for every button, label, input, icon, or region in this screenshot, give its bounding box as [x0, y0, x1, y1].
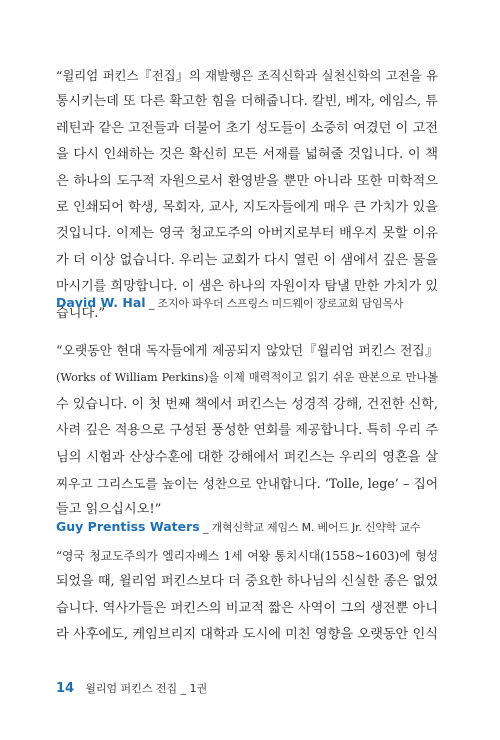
quote-line: (Works of William Perkins)을 이제 매력적이고 읽기 쉬운 판본으로 만나볼: [56, 371, 438, 385]
author-description: _ 조지아 파우더 스프링스 미드웨이 장로교회 담임목사: [145, 297, 404, 310]
endorsement-attribution-2: [56, 519, 456, 535]
quote-line: 습니다. 역사가들은 퍼킨스의 비교적 짧은 사역이 그의 생전뿐 아니: [56, 600, 438, 616]
quote-line: 습니다.”: [56, 305, 106, 321]
quote-line: 찌우고 그리스도를 높이는 성찬으로 안내합니다. ‘Tolle, lege’ – 집어: [56, 476, 438, 492]
quote-line: “윌리엄 퍼킨스『전집』의 재발행은 조직신학과 실천신학의 고전을 유: [56, 68, 438, 83]
quote-line: “영국 청교도주의가 엘리자베스 1세 여왕 통치시대(1558~1603)에 형성: [56, 549, 438, 563]
quote-line: 로 인쇄되어 학생, 목회자, 교사, 지도자들에게 매우 큰 가치가 있을: [56, 200, 438, 216]
endorsement-quote-1: [56, 63, 438, 327]
quote-line: 것입니다. 이제는 영국 청교도주의 아버지로부터 배우지 못할 이유: [56, 226, 438, 242]
quote-line: 레틴과 같은 고전들과 더불어 초기 성도들이 소중히 여겼던 이 고전: [56, 120, 438, 136]
quote-line: “오랫동안 현대 독자들에게 제공되지 않았던『윌리엄 퍼킨스 전집』: [56, 344, 438, 359]
running-title: 윌리엄 퍼킨스 전집 _ 1권: [85, 682, 208, 695]
quote-line: 마시기를 희망합니다. 이 샘은 하나의 자원이자 탐낼 만한 가치가 있: [56, 279, 438, 295]
quote-line: 통시키는데 또 다른 확고한 힘을 더해줍니다. 칼빈, 베자, 에임스, 튜: [56, 94, 438, 110]
quote-line: 사려 깊은 적용으로 구성된 풍성한 연회를 제공합니다. 특히 우리 주: [56, 423, 438, 439]
author-name: Guy Prentiss Waters: [56, 519, 200, 534]
quote-line: 되었을 때, 윌리엄 퍼킨스보다 더 중요한 하나님의 신실한 종은 없었: [56, 574, 438, 590]
page-number: 14: [56, 681, 75, 696]
author-description: _ 개혁신학교 제임스 M. 베어드 Jr. 신약학 교수: [199, 521, 421, 534]
endorsement-quote-2: [56, 339, 438, 524]
page-footer: [56, 677, 207, 696]
quote-line: 가 더 이상 없습니다. 우리는 교회가 다시 열린 이 샘에서 깊은 물을: [56, 252, 438, 268]
quote-line: 을 다시 인쇄하는 것은 확신히 모든 서재를 넓혀줄 것입니다. 이 책: [56, 147, 438, 163]
quote-line: 들고 읽으십시오!”: [56, 502, 162, 518]
endorsement-attribution-1: [56, 295, 456, 311]
quote-line: 님의 시험과 산상수훈에 대한 강해에서 퍼킨스는 우리의 영혼을 살: [56, 449, 438, 465]
quote-line: 라 사후에도, 케임브리지 대학과 도시에 미친 영향을 오랫동안 인식: [56, 627, 438, 643]
quote-line: 수 있습니다. 이 첫 번째 책에서 퍼킨스는 성경적 강해, 건전한 신학,: [56, 396, 438, 412]
author-name: David W. Hal: [56, 295, 146, 310]
quote-line: 은 하나의 도구적 자원으로서 환영받을 뿐만 아니라 또한 미학적으: [56, 173, 438, 189]
endorsement-quote-3: [56, 543, 438, 649]
